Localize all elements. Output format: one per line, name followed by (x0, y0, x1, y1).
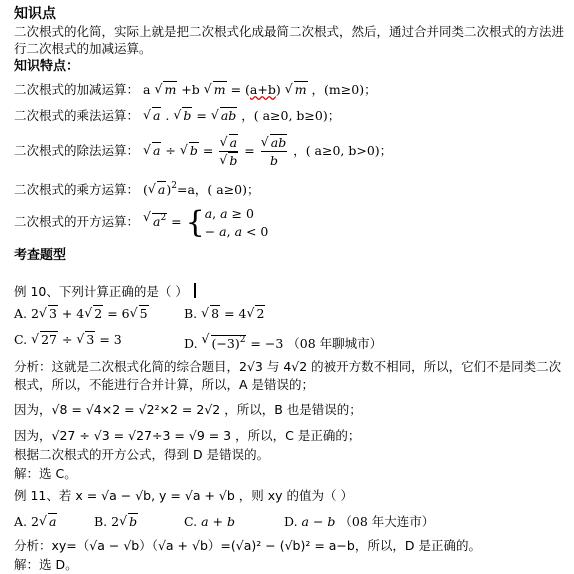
ex11-option-d: D. a − b （08 年大连市） (284, 514, 435, 529)
heading-features: 知识特点： (14, 59, 80, 74)
rule-add-label: 二次根式的加减运算： (14, 82, 140, 97)
rule-pow-label: 二次根式的乘方运算： (14, 182, 140, 197)
ex10-because-b: 因为，√8 = √4×2 = √2²×2 = 2√2 ，所以，B 也是错误的； (14, 402, 362, 417)
rule-mul (14, 108, 564, 124)
ex10-option-b: B. √ 8 = 4√ 2 (184, 306, 265, 322)
ex11-question: 例 11、若 x = √a − √b, y = √a + √b ，则 xy 的值为（ ） (14, 488, 354, 503)
text-cursor (194, 283, 196, 298)
ex11-option-a: A. 2√ a (14, 514, 57, 529)
ex11-answer: 解：选 D。 (14, 557, 78, 572)
rule-mul-label: 二次根式的乘法运算： (14, 108, 140, 123)
rule-div-label: 二次根式的除法运算： (14, 143, 140, 158)
ex11-option-c: C. a + b (184, 514, 235, 529)
ex10-option-a: A. 2√ 3 + 4√ 2 = 6√ 5 (14, 306, 149, 321)
rule-root-label: 二次根式的开方运算： (14, 214, 140, 229)
ex10-options-row1 (14, 306, 564, 322)
rule-mul-formula: √ a . √ b = √ ab ，( a≥0, b≥0)； (143, 108, 340, 123)
intro-paragraph: 二次根式的化简，实际上就是把二次根式化成最简二次根式，然后，通过合并同类二次根式的方法进行二次根式的加减运算。 (14, 24, 565, 56)
ex10-answer: 解：选 C。 (14, 466, 77, 481)
ex10-options-row2 (14, 332, 564, 351)
rule-div-formula: √ a ÷ √ b = √ a √ b = √ $\frac{ab}{b}$ ，( a≥0, b>0)； (143, 143, 392, 158)
ex10-because-d: 根据二次根式的开方公式，得到 D 是错误的。 (14, 447, 270, 462)
ex10-analysis: 分析：这就是二次根式化简的综合题目，2√3 与 4√2 的被开方数不相同，所以，它们不是同类二次根式，所以，不能进行合并计算，所以，A 是错误的； (14, 359, 562, 392)
ex10-option-d: D. √ $(-3)^2 = -3$ （08 年聊城市） (184, 332, 382, 352)
rule-div (14, 134, 564, 169)
ex10-question: 例 10、下列计算正确的是（ ） (14, 283, 564, 300)
ex10-option-c: C. √ 27 ÷ √ 3 = 3 (14, 332, 122, 347)
ex11-option-b: B. 2√ b (94, 514, 138, 530)
ex10-because-c: 因为，√27 ÷ √3 = √27÷3 = √9 = 3 ，所以，C 是正确的； (14, 428, 361, 443)
rule-add-formula: a √ m +b √ m = (a+b) √ m ，(m≥0)； (143, 82, 377, 97)
rule-root (14, 198, 564, 242)
ex11-options (14, 514, 564, 530)
heading-knowledge-points: 知识点 (14, 6, 56, 22)
heading-question-types: 考查题型 (14, 248, 67, 263)
rule-pow-formula: (√ a)$^2$=a，( a≥0)； (143, 182, 260, 197)
rule-root-formula: √ $a^2$ = { a, a ≥ 0 − a, a < 0 (143, 214, 268, 229)
ex11-analysis: 分析：xy=（√a − √b）（√a + √b）=(√a)² − (√b)² = a−b，所以，D 是正确的。 (14, 538, 481, 553)
rule-add (14, 82, 564, 98)
rule-pow (14, 178, 564, 198)
